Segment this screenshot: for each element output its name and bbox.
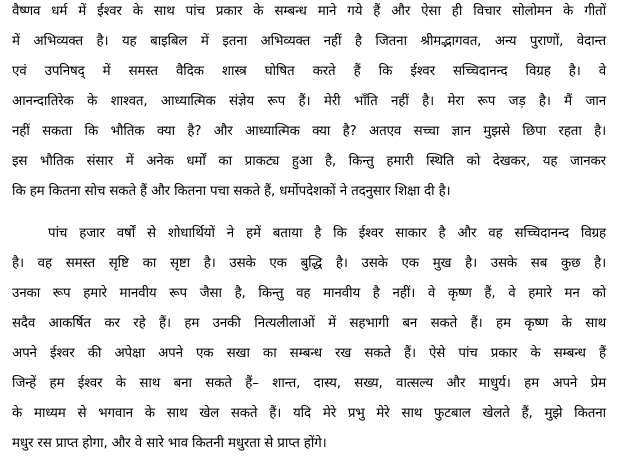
text-line: में अभिव्यक्त है। यह बाइबिल में इतना अभिव्यक्त नहीं है जितना श्रीमद्भागवत, अन्य पुराणों, वेदान्त [12,34,606,49]
text-line: जिन्हें हम ईश्वर के साथ बना सकते हैं– शान्त, दास्य, सख्य, वात्सल्य और माधुर्य। हम अपने प्रेम [12,376,606,391]
text-line: एवं उपनिषद् में समस्त वैदिक शास्त्र घोषित करते हैं कि ईश्वर सच्चिदानन्द विग्रह है। वे [12,64,606,79]
text-line: आनन्दातिरेक के शाश्वत, आध्यात्मिक संज्ञेय रूप हैं। मेरी भाँति नहीं है। मेरा रूप जड़ है। मैं जान [12,94,606,109]
text-line: अपने ईश्वर की अपेक्षा अपने एक सखा का सम्बन्ध रख सकते हैं। ऐसे पांच प्रकार के सम्बन्ध हैं [12,346,606,361]
text-line: नहीं सकता कि भौतिक क्या है? और आध्यात्मिक क्या है? अतएव सच्चा ज्ञान मुझसे छिपा रहता है। [12,124,606,139]
text-line: के माध्यम से भगवान के साथ खेल सकते हैं। यदि मेरे प्रभु मेरे साथ फुटबाल खेलते हैं, मुझे कितना [12,406,606,421]
text-line: इस भौतिक संसार में अनेक धर्मों का प्राकट्य हुआ है, किन्तु हमारी स्थिति को देखकर, यह जानकर [12,154,606,169]
text-line: पांच हजार वर्षों से शोधार्थियों ने हमें बताया है कि ईश्वर साकार है और वह सच्चिदानन्द विग्रह [48,226,606,241]
text-line: मधुर रस प्राप्त होगा, और वे सारे भाव कितनी मधुरता से प्राप्त होंगे। [12,436,327,451]
text-line: उनका रूप हमारे मानवीय रूप जैसा है, किन्तु वह मानवीय है नहीं। वे कृष्ण हैं, वे हमारे मन को [12,286,606,301]
text-line: है। वह समस्त सृष्टि का सृष्टा है। उसके एक बुद्धि है। उसके एक मुख है। उसके सब कुछ है। [12,256,606,271]
text-line: कि हम कितना सोच सकते हैं और कितना पचा सकते हैं, धर्मोपदेशकों ने तदनुसार शिक्षा दी है। [12,184,451,199]
text-line: वैष्णव धर्म में ईश्वर के साथ पांच प्रकार के सम्बन्ध माने गये हैं और ऐसा ही विचार सोलोमन के गीतों [12,4,606,19]
text-line: सदैव आकर्षित कर रहे हैं। हम उनकी नित्यलीलाओं में सहभागी बन सकते हैं। हम कृष्ण के साथ [12,316,606,331]
